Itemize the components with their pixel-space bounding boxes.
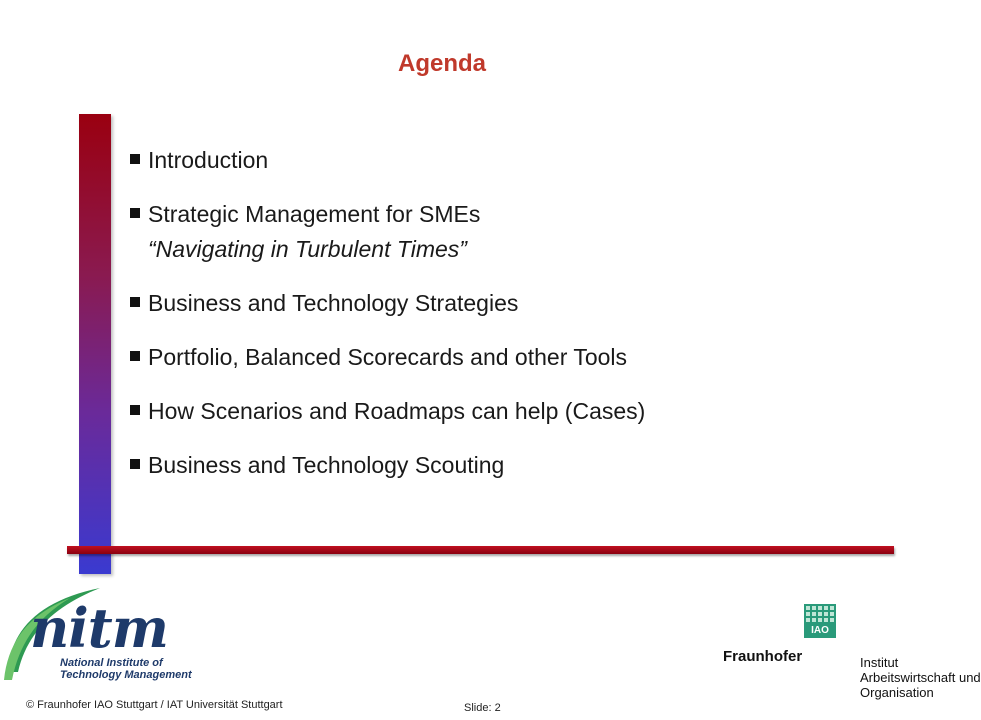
agenda-item-subtitle: “Navigating in Turbulent Times” <box>148 236 467 262</box>
agenda-item <box>130 451 645 480</box>
agenda-item-label: Business and Technology Strategies <box>148 290 519 316</box>
nitm-logo-wordmark: nitm <box>30 596 168 660</box>
vertical-accent-bar <box>79 114 111 574</box>
agenda-item-label: Introduction <box>148 147 269 173</box>
agenda-item <box>130 146 645 175</box>
square-bullet-icon <box>130 459 140 469</box>
agenda-item <box>130 200 645 264</box>
nitm-logo-line: National Institute of <box>60 657 163 669</box>
horizontal-divider-bar <box>67 546 894 554</box>
copyright-text: © Fraunhofer IAO Stuttgart / IAT Universität Stuttgart <box>26 699 283 711</box>
square-bullet-icon <box>130 154 140 164</box>
agenda-item-label: How Scenarios and Roadmaps can help (Cases) <box>148 398 646 424</box>
slide-number: Slide: 2 <box>464 702 501 714</box>
square-bullet-icon <box>130 208 140 218</box>
square-bullet-icon <box>130 405 140 415</box>
agenda-item <box>130 343 645 372</box>
nitm-logo-subtitle <box>60 657 192 681</box>
agenda-item-label: Portfolio, Balanced Scorecards and other Tools <box>148 344 628 370</box>
agenda-item <box>130 397 645 426</box>
agenda-item-label: Business and Technology Scouting <box>148 452 505 478</box>
institute-line: Arbeitswirtschaft und <box>860 670 981 685</box>
agenda-list <box>130 146 645 505</box>
agenda-item-label: Strategic Management for SMEs <box>148 201 481 227</box>
square-bullet-icon <box>130 351 140 361</box>
agenda-item <box>130 289 645 318</box>
institute-line: Institut <box>860 655 899 670</box>
iao-logo-label: IAO <box>804 624 836 638</box>
iao-grid-icon <box>804 604 836 624</box>
institute-line: Organisation <box>860 685 934 700</box>
nitm-logo-line: Technology Management <box>60 669 192 681</box>
fraunhofer-logo-text: Fraunhofer <box>723 648 803 665</box>
square-bullet-icon <box>130 297 140 307</box>
slide-title: Agenda <box>397 50 486 77</box>
institute-name <box>860 655 981 700</box>
